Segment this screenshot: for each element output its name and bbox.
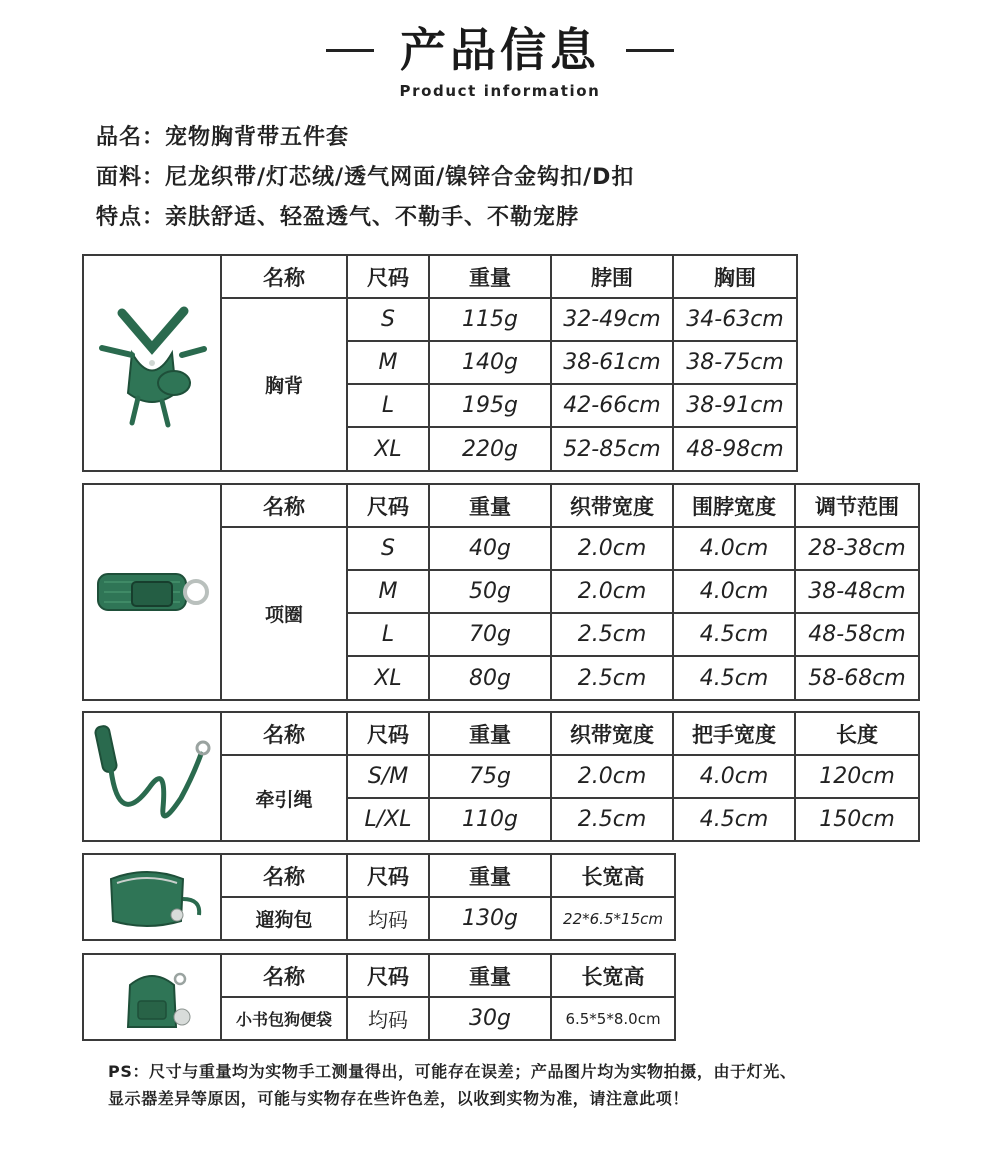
- ps-line-2: 显示器差异等原因，可能与实物存在些许色差，以收到实物为准，请注意此项！: [108, 1089, 690, 1108]
- table-cell: 6.5*5*8.0cm: [551, 997, 675, 1040]
- table-cell: 38-48cm: [795, 570, 919, 613]
- info-material: 面料：尼龙织带/灯芯绒/透气网面/镍锌合金钩扣/D扣: [96, 165, 635, 190]
- harness-header-name: 名称: [221, 255, 347, 298]
- table-cell: 4.5cm: [673, 656, 795, 700]
- table-cell: 2.0cm: [551, 755, 673, 798]
- table-cell: 70g: [429, 613, 551, 656]
- poop-bag-product-name: 小书包狗便袋: [221, 997, 347, 1040]
- poop-bag-header-name: 名称: [221, 954, 347, 997]
- table-cell: S: [347, 298, 429, 341]
- table-cell: 80g: [429, 656, 551, 700]
- table-cell: 38-61cm: [551, 341, 673, 384]
- table-cell: 2.5cm: [551, 613, 673, 656]
- title-right-dash: [626, 49, 674, 52]
- table-cell: 22*6.5*15cm: [551, 897, 675, 940]
- table-cell: 50g: [429, 570, 551, 613]
- walk-bag-header-name: 名称: [221, 854, 347, 897]
- table-cell: 58-68cm: [795, 656, 919, 700]
- poop-bag-header-dimensions: 长宽高: [551, 954, 675, 997]
- walk-bag-product-name: 遛狗包: [221, 897, 347, 940]
- leash-table: [82, 711, 920, 842]
- harness-header-weight: 重量: [429, 255, 551, 298]
- harness-image-cell: [83, 255, 221, 471]
- product-info: [96, 118, 634, 238]
- table-cell: L: [347, 384, 429, 427]
- table-cell: S/M: [347, 755, 429, 798]
- collar-header-size: 尺码: [347, 484, 429, 527]
- table-cell: 195g: [429, 384, 551, 427]
- leash-product-name: 牵引绳: [221, 755, 347, 841]
- table-cell: 2.0cm: [551, 570, 673, 613]
- poop-bag-header-weight: 重量: [429, 954, 551, 997]
- table-cell: XL: [347, 427, 429, 471]
- table-cell: 52-85cm: [551, 427, 673, 471]
- table-cell: 4.0cm: [673, 755, 795, 798]
- ps-note: [108, 1058, 796, 1112]
- table-cell: 2.0cm: [551, 527, 673, 570]
- collar-header-weight: 重量: [429, 484, 551, 527]
- leash-header-handle-width: 把手宽度: [673, 712, 795, 755]
- leash-header-length: 长度: [795, 712, 919, 755]
- leash-image-cell: [83, 712, 221, 841]
- table-cell: 均码: [347, 997, 429, 1040]
- leash-header-name: 名称: [221, 712, 347, 755]
- title-left-dash: [326, 49, 374, 52]
- table-cell: 115g: [429, 298, 551, 341]
- table-cell: 42-66cm: [551, 384, 673, 427]
- table-cell: 220g: [429, 427, 551, 471]
- harness-header-size: 尺码: [347, 255, 429, 298]
- collar-header-neck-width: 围脖宽度: [673, 484, 795, 527]
- table-cell: 48-98cm: [673, 427, 797, 471]
- table-cell: 110g: [429, 798, 551, 841]
- info-product-name: 品名：宠物胸背带五件套: [96, 125, 350, 150]
- table-cell: 140g: [429, 341, 551, 384]
- table-cell: M: [347, 570, 429, 613]
- table-cell: 38-75cm: [673, 341, 797, 384]
- table-cell: 48-58cm: [795, 613, 919, 656]
- table-cell: 2.5cm: [551, 656, 673, 700]
- table-cell: S: [347, 527, 429, 570]
- table-cell: 4.0cm: [673, 570, 795, 613]
- page-title: 产品信息: [400, 23, 600, 77]
- table-cell: 38-91cm: [673, 384, 797, 427]
- leash-image: [89, 718, 215, 836]
- ps-line-1: PS：尺寸与重量均为实物手工测量得出，可能存在误差；产品图片均为实物拍摄，由于灯光、: [108, 1062, 797, 1081]
- table-cell: L: [347, 613, 429, 656]
- walk-bag-header-dimensions: 长宽高: [551, 854, 675, 897]
- table-cell: 120cm: [795, 755, 919, 798]
- table-cell: 4.5cm: [673, 798, 795, 841]
- header: [0, 22, 1000, 100]
- harness-table: [82, 254, 798, 472]
- table-cell: 150cm: [795, 798, 919, 841]
- table-cell: 4.0cm: [673, 527, 795, 570]
- table-cell: 4.5cm: [673, 613, 795, 656]
- poop-bag-image: [104, 957, 200, 1037]
- leash-header-weight: 重量: [429, 712, 551, 755]
- harness-header-neck: 脖围: [551, 255, 673, 298]
- collar-table: [82, 483, 920, 701]
- walk-bag-table: [82, 853, 676, 941]
- walk-bag-image: [97, 859, 207, 935]
- table-cell: XL: [347, 656, 429, 700]
- title-row: [0, 22, 1000, 78]
- table-cell: 130g: [429, 897, 551, 940]
- poop-bag-image-cell: [83, 954, 221, 1040]
- table-cell: 均码: [347, 897, 429, 940]
- collar-header-range: 调节范围: [795, 484, 919, 527]
- collar-product-name: 项圈: [221, 527, 347, 700]
- walk-bag-header-size: 尺码: [347, 854, 429, 897]
- table-cell: 40g: [429, 527, 551, 570]
- table-cell: 28-38cm: [795, 527, 919, 570]
- collar-header-strap-width: 织带宽度: [551, 484, 673, 527]
- table-cell: 32-49cm: [551, 298, 673, 341]
- poop-bag-header-size: 尺码: [347, 954, 429, 997]
- page-subtitle: Product information: [399, 82, 601, 100]
- harness-product-name: 胸背: [221, 298, 347, 471]
- leash-header-strap-width: 织带宽度: [551, 712, 673, 755]
- poop-bag-table: [82, 953, 676, 1041]
- table-cell: 30g: [429, 997, 551, 1040]
- harness-header-chest: 胸围: [673, 255, 797, 298]
- table-cell: L/XL: [347, 798, 429, 841]
- collar-image: [90, 552, 214, 632]
- collar-header-name: 名称: [221, 484, 347, 527]
- table-cell: M: [347, 341, 429, 384]
- harness-image: [92, 293, 212, 433]
- table-cell: 34-63cm: [673, 298, 797, 341]
- walk-bag-header-weight: 重量: [429, 854, 551, 897]
- walk-bag-image-cell: [83, 854, 221, 940]
- table-cell: 2.5cm: [551, 798, 673, 841]
- leash-header-size: 尺码: [347, 712, 429, 755]
- collar-image-cell: [83, 484, 221, 700]
- info-features: 特点：亲肤舒适、轻盈透气、不勒手、不勒宠脖: [96, 205, 580, 230]
- table-cell: 75g: [429, 755, 551, 798]
